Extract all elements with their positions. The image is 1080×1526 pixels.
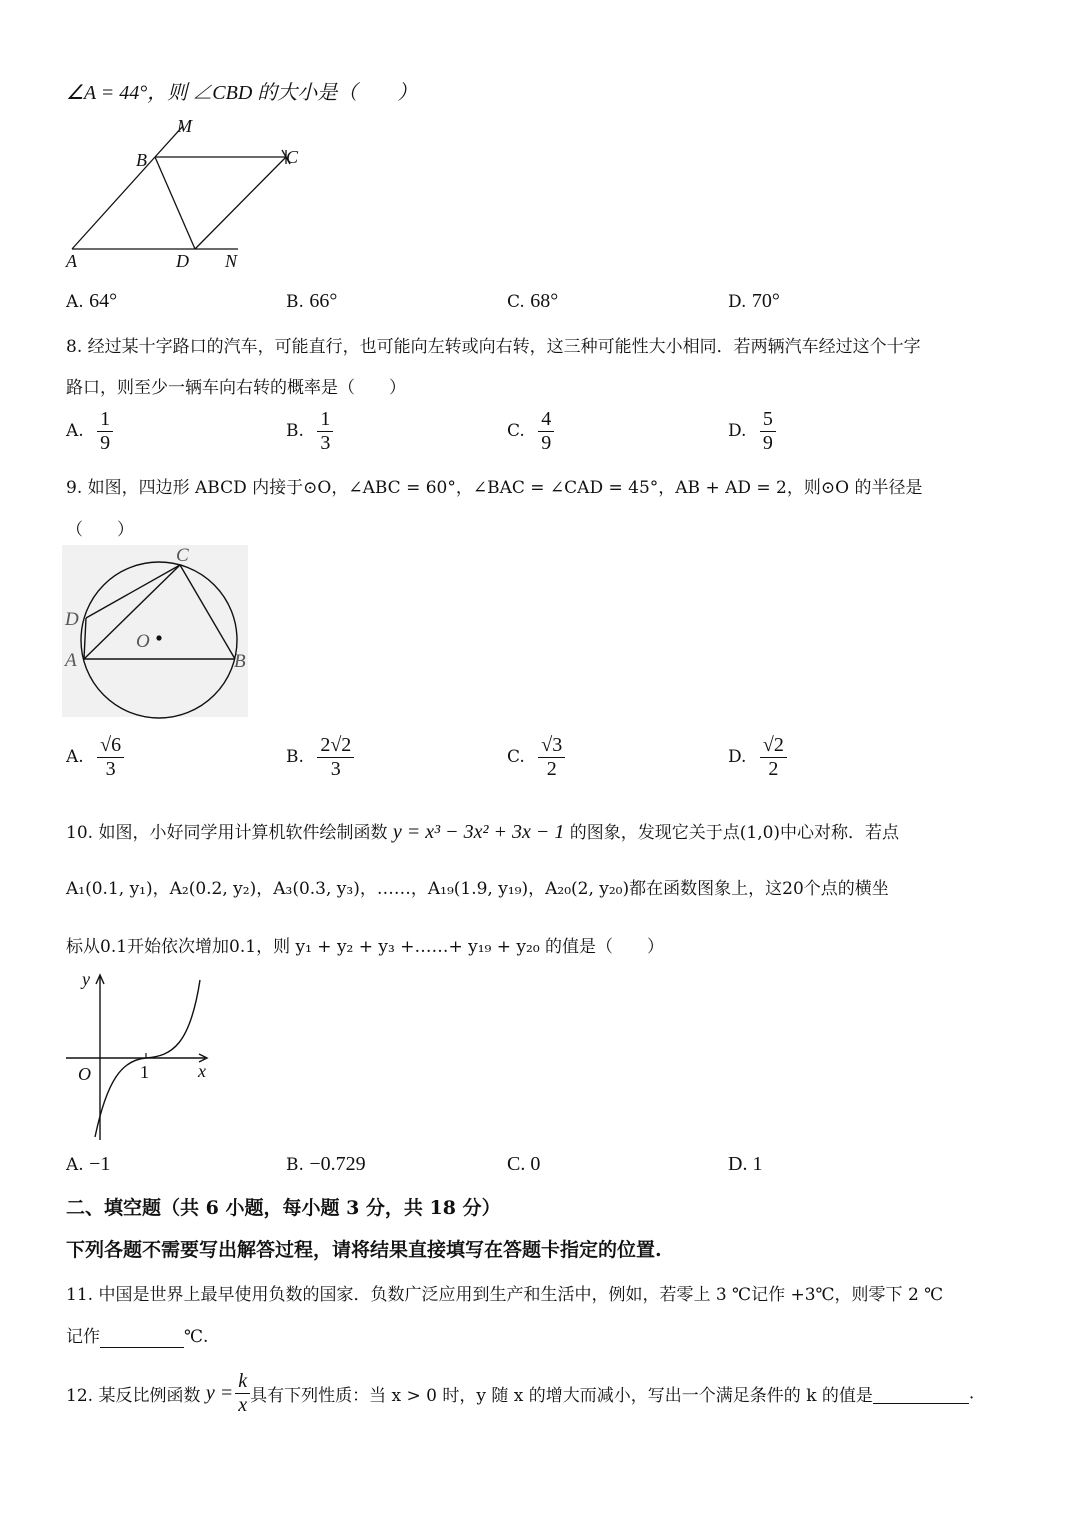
q7-label-A: A xyxy=(66,251,77,271)
q8-option-c[interactable]: C. $\frac{4}{9}$ xyxy=(507,408,554,455)
q9-label-O: O xyxy=(136,631,150,652)
section2-heading: 二、填空题（共 6 小题，每小题 3 分，共 18 分） xyxy=(66,1197,501,1219)
q10-label-O: O xyxy=(78,1064,91,1084)
q9-option-a-fraction: $\frac{√6}{3}$ xyxy=(97,734,124,781)
q11-answer-blank[interactable] xyxy=(100,1327,184,1348)
q9-line1: 9. 如图，四边形 ABCD 内接于⊙O，∠ABC = 60°，∠BAC = ∠CAD = 45°，AB + AD = 2，则⊙O 的半径是 xyxy=(66,478,923,498)
q10-option-d[interactable]: D. 1 xyxy=(728,1153,763,1175)
q8-option-c-fraction: $\frac{4}{9}$ xyxy=(538,408,554,455)
q10-option-b[interactable]: B. −0.729 xyxy=(286,1153,366,1175)
q10-line3: 标从0.1开始依次增加0.1，则 y₁ + y₂ + y₃ +……+ y₁₉ + y₂₀ 的值是（ ） xyxy=(66,937,665,957)
q10-function: y = x³ − 3x² + 3x − 1 xyxy=(392,821,565,843)
q9-option-b-fraction: $\frac{2√2}{3}$ xyxy=(317,734,354,781)
q10-label-x: x xyxy=(198,1061,206,1081)
q7-label-D: D xyxy=(176,251,189,271)
q7-figure xyxy=(60,112,320,277)
q7-label-B: B xyxy=(136,150,147,170)
q9-label-D: D xyxy=(65,609,79,630)
q7-option-a[interactable]: A. 64° xyxy=(66,290,118,312)
q7-label-M: M xyxy=(177,116,192,136)
q11-line2: 记作 ℃. xyxy=(66,1327,209,1347)
q9-label-B: B xyxy=(234,651,246,672)
q9-figure xyxy=(62,545,252,720)
q9-line2: （ ） xyxy=(66,520,134,540)
q8-option-a[interactable]: A. $\frac{1}{9}$ xyxy=(66,408,113,455)
q8-line1: 8. 经过某十字路口的汽车，可能直行，也可能向左转或向右转，这三种可能性大小相同．若两辆汽车经过这个十字 xyxy=(66,337,921,357)
q8-option-b-fraction: $\frac{1}{3}$ xyxy=(317,408,333,455)
q8-option-d[interactable]: D. $\frac{5}{9}$ xyxy=(728,408,776,455)
q12-answer-blank[interactable] xyxy=(873,1383,969,1404)
q8-option-d-fraction: $\frac{5}{9}$ xyxy=(760,408,776,455)
q10-option-c[interactable]: C. 0 xyxy=(507,1153,541,1175)
q7-option-c[interactable]: C. 68° xyxy=(507,290,559,312)
q10-line1: 10. 如图，小好同学用计算机软件绘制函数 y = x³ − 3x² + 3x − 1 的图象，发现它关于点(1,0)中心对称．若点 xyxy=(66,821,900,843)
q10-figure xyxy=(62,965,222,1145)
q7-label-C: C xyxy=(286,147,299,167)
q9-option-d[interactable]: D. $\frac{√2}{2}$ xyxy=(728,734,787,781)
q10-line2: A₁(0.1, y₁)，A₂(0.2, y₂)，A₃(0.3, y₃)，……，A₁₉(1.9, y₁₉)，A₂₀(2, y₂₀)都在函数图象上，这20个点的横坐 xyxy=(66,879,889,899)
q9-option-c-fraction: $\frac{√3}{2}$ xyxy=(538,734,565,781)
q9-label-C: C xyxy=(176,545,189,566)
q12-line: 12. 某反比例函数 y = $\frac{k}{x}$ 具有下列性质：当 x > 0 时，y 随 x 的增大而减小，写出一个满足条件的 k 的值是 . xyxy=(66,1370,975,1416)
section2-instruction: 下列各题不需要写出解答过程，请将结果直接填写在答题卡指定的位置. xyxy=(66,1239,662,1261)
q8-option-a-fraction: $\frac{1}{9}$ xyxy=(97,408,113,455)
q10-label-y: y xyxy=(82,969,90,989)
q9-option-c[interactable]: C. $\frac{√3}{2}$ xyxy=(507,734,565,781)
q9-label-A: A xyxy=(65,650,77,671)
q10-label-1: 1 xyxy=(140,1062,149,1082)
q7-label-N: N xyxy=(225,251,238,271)
q10-option-a[interactable]: A. −1 xyxy=(66,1153,111,1175)
q8-option-b[interactable]: B. $\frac{1}{3}$ xyxy=(286,408,333,455)
q9-option-b[interactable]: B. $\frac{2√2}{3}$ xyxy=(286,734,354,781)
q9-option-a[interactable]: A. $\frac{√6}{3}$ xyxy=(66,734,124,781)
q11-line1: 11. 中国是世界上最早使用负数的国家．负数广泛应用到生产和生活中，例如，若零上 3 ℃记作 +3℃，则零下 2 ℃ xyxy=(66,1285,944,1305)
q7-stem: ∠A = 44°，则 ∠CBD 的大小是（ ） xyxy=(66,82,418,104)
q7-option-b[interactable]: B. 66° xyxy=(286,290,338,312)
q7-option-d[interactable]: D. 70° xyxy=(728,290,780,312)
q8-line2: 路口，则至少一辆车向右转的概率是（ ） xyxy=(66,378,406,398)
q9-option-d-fraction: $\frac{√2}{2}$ xyxy=(760,734,787,781)
